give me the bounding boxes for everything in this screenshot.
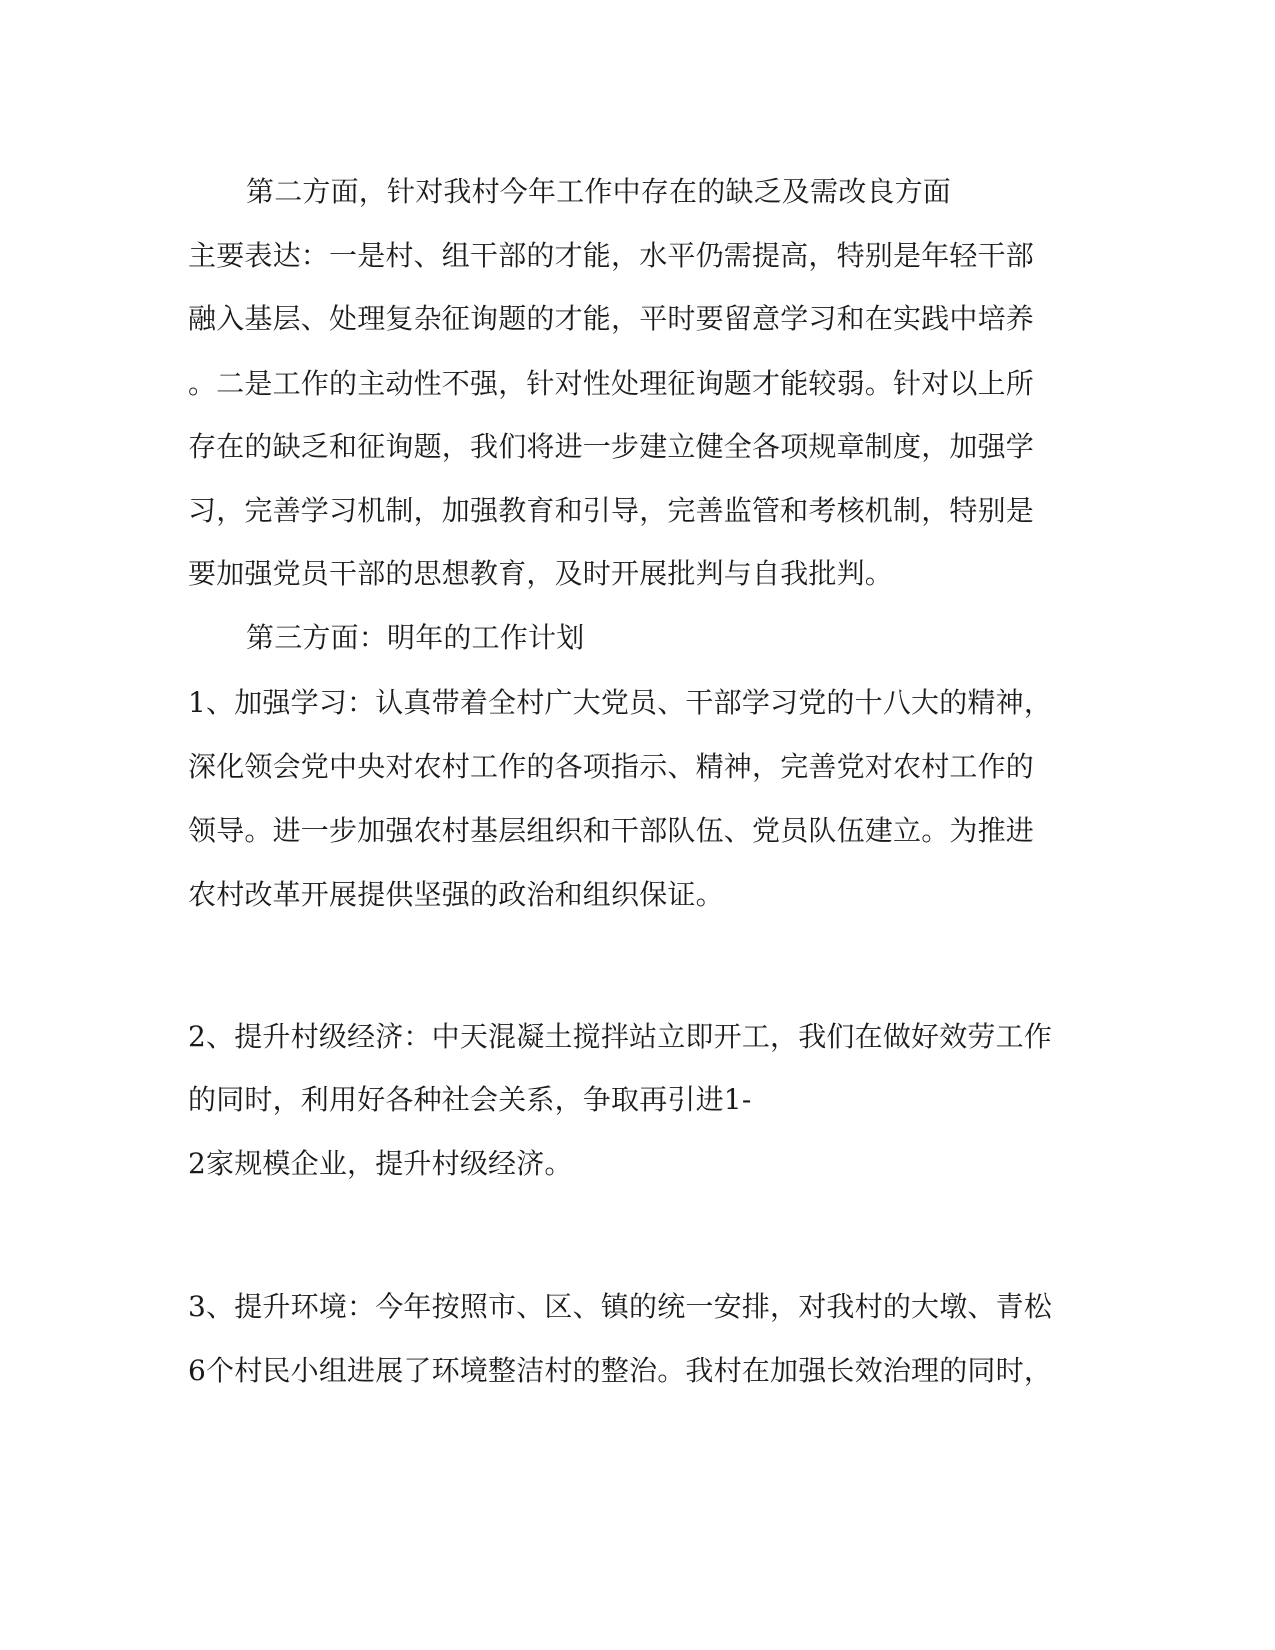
plan-item-3-line: 6个村民小组进展了环境整洁村的整治。我村在加强长效治理的同时，	[188, 1354, 1053, 1387]
plan-item-1-line: 深化领会党中央对农村工作的各项指示、精神，完善党对农村工作的	[188, 750, 1035, 783]
plan-item-1-line: 领导。进一步加强农村基层组织和干部队伍、党员队伍建立。为推进	[188, 814, 1035, 847]
paragraph-line: 主要表达：一是村、组干部的才能，水平仍需提高，特别是年轻干部	[188, 239, 1035, 272]
plan-item-2-line: 2家规模企业，提升村级经济。	[188, 1147, 573, 1180]
plan-item-2-line: 的同时，利用好各种社会关系，争取再引进1-	[188, 1083, 752, 1116]
paragraph-line: 存在的缺乏和征询题，我们将进一步建立健全各项规章制度，加强学	[188, 430, 1035, 463]
plan-item-1-line: 1、加强学习：认真带着全村广大党员、干部学习党的十八大的精神，	[188, 686, 1053, 719]
paragraph-line: 融入基层、处理复杂征询题的才能，平时要留意学习和在实践中培养	[188, 302, 1035, 335]
plan-item-1-line: 农村改革开展提供坚强的政治和组织保证。	[188, 878, 724, 911]
paragraph-line: 。二是工作的主动性不强，针对性处理征询题才能较弱。针对以上所	[188, 367, 1035, 400]
section-three-heading: 第三方面：明年的工作计划	[246, 621, 585, 654]
section-two-heading: 第二方面，针对我村今年工作中存在的缺乏及需改良方面	[246, 175, 952, 208]
plan-item-2-line: 2、提升村级经济：中天混凝土搅拌站立即开工，我们在做好效劳工作	[188, 1020, 1053, 1053]
paragraph-line: 要加强党员干部的思想教育，及时开展批判与自我批判。	[188, 557, 894, 590]
plan-item-3-line: 3、提升环境：今年按照市、区、镇的统一安排，对我村的大墩、青松	[188, 1290, 1053, 1323]
paragraph-line: 习，完善学习机制，加强教育和引导，完善监管和考核机制，特别是	[188, 494, 1035, 527]
